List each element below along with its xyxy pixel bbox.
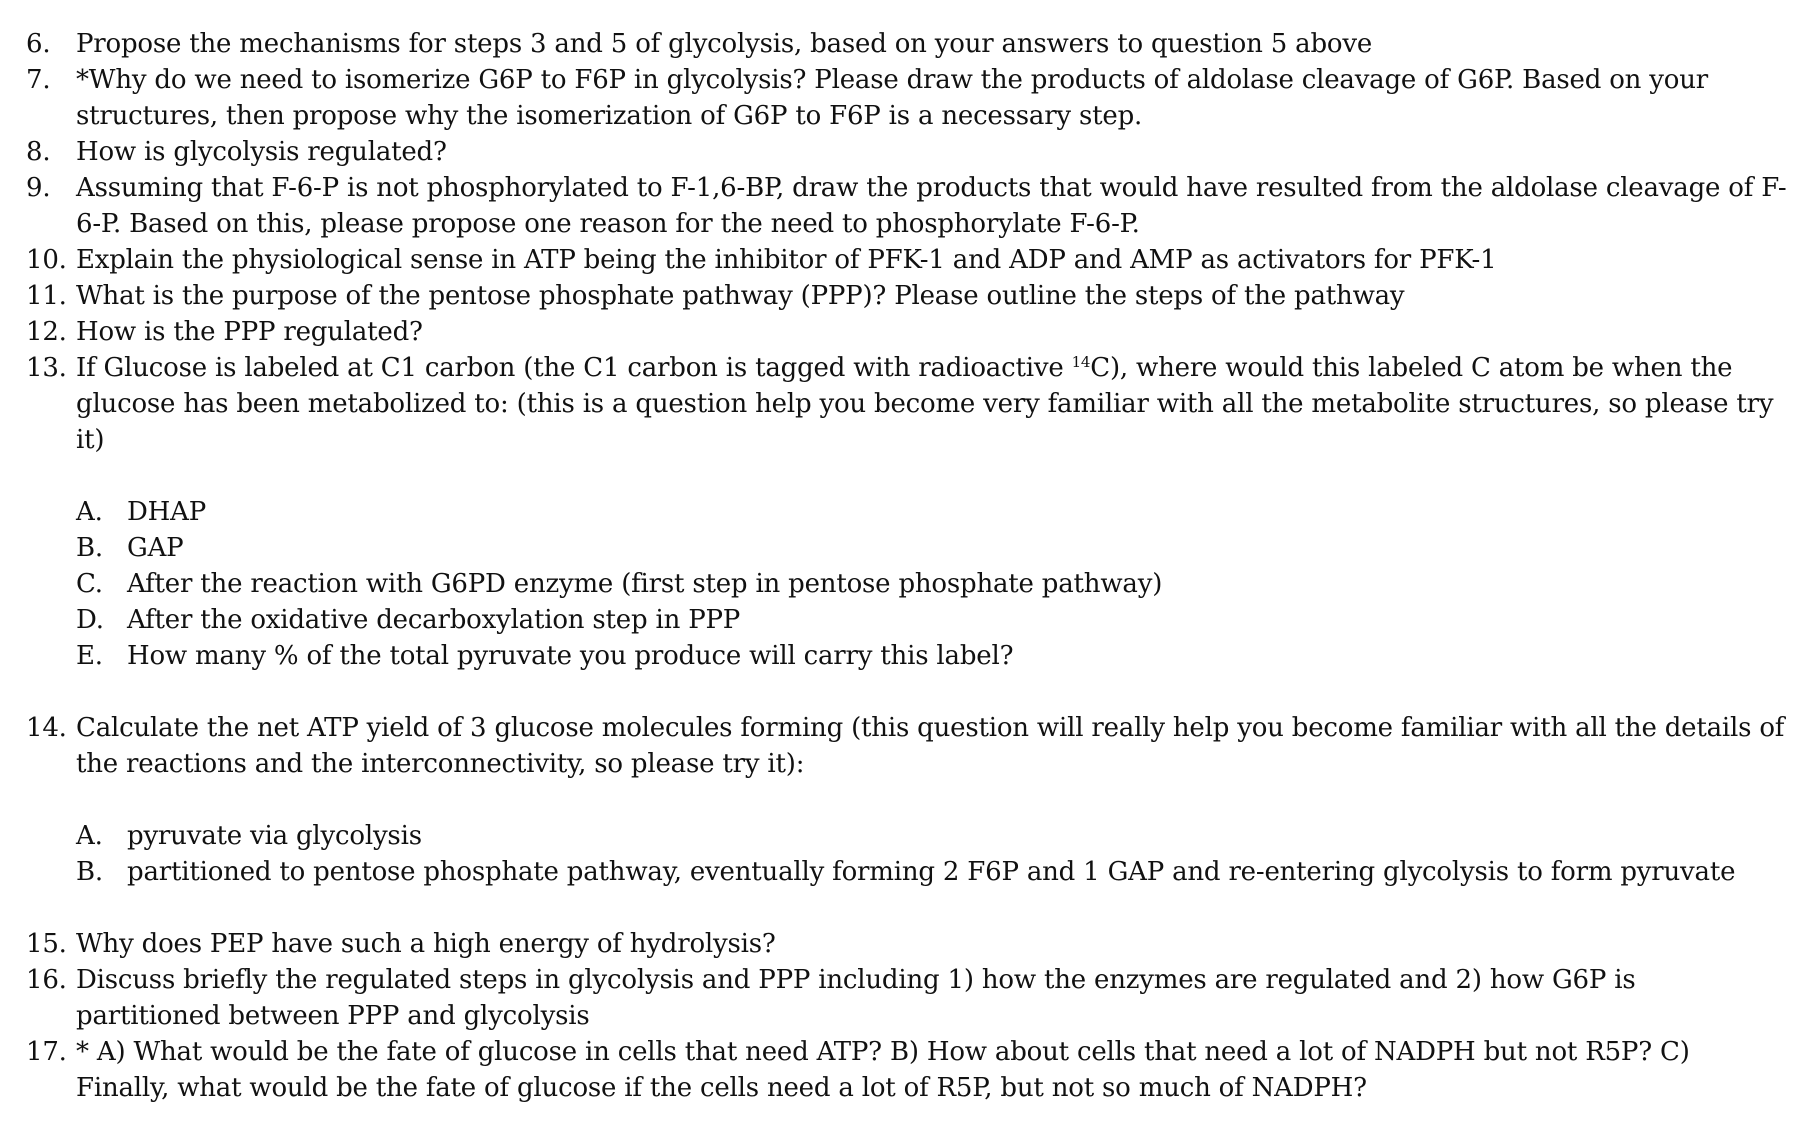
question-number: 12. xyxy=(26,317,67,347)
question-11 xyxy=(26,278,1787,314)
question-15 xyxy=(26,926,1787,962)
spacer xyxy=(26,458,1787,494)
q13-sub-b xyxy=(26,530,1787,566)
question-10 xyxy=(26,242,1787,278)
sub-text: How many % of the total pyruvate you produce will carry this label? xyxy=(127,641,1014,671)
sub-text: After the reaction with G6PD enzyme (first step in pentose phosphate pathway) xyxy=(127,569,1163,599)
question-number: 16. xyxy=(26,965,67,995)
question-text: What is the purpose of the pentose phosphate pathway (PPP)? Please outline the steps of the pathway xyxy=(76,281,1405,311)
spacer xyxy=(26,890,1787,926)
question-text: Calculate the net ATP yield of 3 glucose molecules forming (this question will really help you become familiar with all the details of the reactions and the interconnectivity, so please try it): xyxy=(76,713,1785,779)
sub-letter: E. xyxy=(76,641,103,671)
question-text: Explain the physiological sense in ATP being the inhibitor of PFK-1 and ADP and AMP as activators for PFK-1 xyxy=(76,245,1497,275)
question-12 xyxy=(26,314,1787,350)
question-number: 13. xyxy=(26,353,67,383)
question-number: 11. xyxy=(26,281,67,311)
sub-letter: B. xyxy=(76,533,103,563)
question-9 xyxy=(26,170,1787,242)
question-17 xyxy=(26,1034,1787,1106)
question-number: 15. xyxy=(26,929,67,959)
question-text: *Why do we need to isomerize G6P to F6P in glycolysis? Please draw the products of aldolase cleavage of G6P. Based on your structures, then propose why the isomerization of G6P to F6P is a necessary step. xyxy=(76,65,1709,131)
sub-text: GAP xyxy=(127,533,184,563)
question-7 xyxy=(26,62,1787,134)
question-text-part: If Glucose is labeled at C1 carbon (the C1 carbon is tagged with radioactive xyxy=(76,353,1072,383)
isotope-superscript: 14 xyxy=(1071,353,1091,371)
question-text-part: C), where would this labeled C atom be when the glucose has been metabolized to: (this is a question help you become very familiar with all the metabolite structures, so please try it) xyxy=(76,353,1774,455)
question-text: * A) What would be the fate of glucose in cells that need ATP? B) How about cells that need a lot of NADPH but not R5P? C) Finally, what would be the fate of glucose if the cells need a lot of R5P, but not so much of NADPH? xyxy=(76,1037,1690,1103)
question-text: How is glycolysis regulated? xyxy=(76,137,447,167)
sub-text: pyruvate via glycolysis xyxy=(127,821,422,851)
sub-letter: A. xyxy=(76,821,103,851)
q13-sub-e xyxy=(26,638,1787,674)
question-number: 6. xyxy=(26,29,51,59)
question-6 xyxy=(26,26,1787,62)
q14-sub-b xyxy=(26,854,1787,890)
question-number: 10. xyxy=(26,245,67,275)
question-number: 8. xyxy=(26,137,51,167)
sub-text: DHAP xyxy=(127,497,206,527)
question-text: How is the PPP regulated? xyxy=(76,317,423,347)
sub-text: partitioned to pentose phosphate pathway, eventually forming 2 F6P and 1 GAP and re-entering glycolysis to form pyruvate xyxy=(127,857,1736,887)
q13-sub-d xyxy=(26,602,1787,638)
spacer xyxy=(26,674,1787,710)
question-8 xyxy=(26,134,1787,170)
q13-sub-a xyxy=(26,494,1787,530)
question-number: 17. xyxy=(26,1037,67,1067)
question-13 xyxy=(26,350,1787,458)
question-text: Discuss briefly the regulated steps in glycolysis and PPP including 1) how the enzymes are regulated and 2) how G6P is partitioned between PPP and glycolysis xyxy=(76,965,1636,1031)
sub-letter: D. xyxy=(76,605,104,635)
sub-letter: A. xyxy=(76,497,103,527)
spacer xyxy=(26,782,1787,818)
sub-letter: C. xyxy=(76,569,103,599)
question-number: 9. xyxy=(26,173,51,203)
question-text: Propose the mechanisms for steps 3 and 5 of glycolysis, based on your answers to question 5 above xyxy=(76,29,1373,59)
question-16 xyxy=(26,962,1787,1034)
question-14 xyxy=(26,710,1787,782)
sub-text: After the oxidative decarboxylation step in PPP xyxy=(127,605,741,635)
question-number: 14. xyxy=(26,713,67,743)
question-text: Assuming that F-6-P is not phosphorylated to F-1,6-BP, draw the products that would have resulted from the aldolase cleavage of F-6-P. Based on this, please propose one reason for the need to phosphorylate F-6-P. xyxy=(76,173,1787,239)
question-number: 7. xyxy=(26,65,51,95)
q13-sub-c xyxy=(26,566,1787,602)
sub-letter: B. xyxy=(76,857,103,887)
q14-sub-a xyxy=(26,818,1787,854)
question-text: Why does PEP have such a high energy of hydrolysis? xyxy=(76,929,776,959)
